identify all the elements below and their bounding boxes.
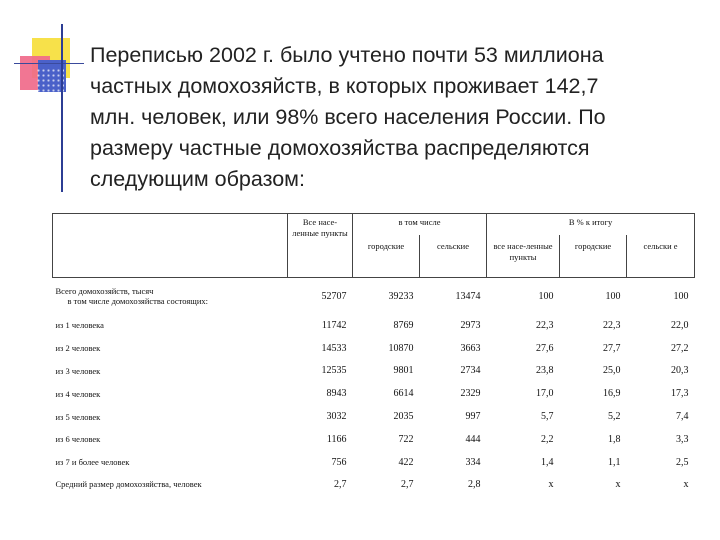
cell-value: 2329 bbox=[460, 388, 481, 400]
row-label bbox=[53, 278, 288, 315]
cell-value: 5,2 bbox=[608, 411, 621, 423]
row-label: из 2 человек bbox=[55, 343, 101, 354]
cell-value: 2,7 bbox=[401, 478, 414, 490]
table-row bbox=[53, 360, 695, 383]
cell-value: 3032 bbox=[326, 411, 347, 423]
cell-value: 25,0 bbox=[603, 365, 621, 377]
row-label: из 5 человек bbox=[55, 411, 101, 422]
cell-value: 52707 bbox=[321, 290, 347, 302]
cell-value: 2,8 bbox=[468, 478, 481, 490]
cell-value: 2973 bbox=[460, 319, 481, 331]
intro-paragraph bbox=[90, 40, 690, 195]
cell-value: 5,7 bbox=[541, 411, 554, 423]
cell-value: 22,3 bbox=[536, 319, 554, 331]
cell-value: 334 bbox=[465, 456, 481, 468]
decor-dots bbox=[36, 68, 64, 92]
paragraph-line: Переписью 2002 г. было учтено почти 53 миллиона bbox=[90, 43, 604, 67]
cell-value: 100 bbox=[673, 290, 689, 302]
header-rural: сельские bbox=[420, 235, 487, 278]
cell-value: 1166 bbox=[326, 433, 347, 445]
cell-value: 422 bbox=[398, 456, 414, 468]
cell-value: х bbox=[615, 478, 621, 490]
row-label-main: Всего домохозяйств, тысяч bbox=[55, 286, 154, 296]
cell-value: 9801 bbox=[393, 365, 414, 377]
table-row bbox=[53, 428, 695, 451]
cell-value: 8769 bbox=[393, 319, 414, 331]
cell-value: х bbox=[548, 478, 554, 490]
cell-value: 2035 bbox=[393, 411, 414, 423]
cell-value: 27,2 bbox=[671, 342, 689, 354]
cell-value: 100 bbox=[538, 290, 554, 302]
header-of-which: в том числе bbox=[353, 214, 487, 236]
cell-value: 27,6 bbox=[536, 342, 554, 354]
cell-value: 12535 bbox=[321, 365, 347, 377]
paragraph-line: частных домохозяйств, в которых проживает 142,7 bbox=[90, 74, 599, 98]
cell-value: 39233 bbox=[388, 290, 414, 302]
table-row bbox=[53, 451, 695, 474]
cell-value: 17,3 bbox=[671, 388, 689, 400]
cell-value: 7,4 bbox=[676, 411, 689, 423]
header-percent-total: В % к итогу bbox=[487, 214, 695, 236]
header-empty-cell bbox=[53, 235, 288, 278]
cell-value: 16,9 bbox=[603, 388, 621, 400]
cell-value: 3663 bbox=[460, 342, 481, 354]
row-label: из 7 и более человек bbox=[55, 457, 130, 468]
cell-value: 722 bbox=[398, 433, 414, 445]
cell-value: 6614 bbox=[393, 388, 414, 400]
cell-value: 23,8 bbox=[536, 365, 554, 377]
row-label: из 4 человек bbox=[55, 388, 101, 399]
cell-value: 2,5 bbox=[676, 456, 689, 468]
table-row bbox=[53, 314, 695, 337]
cell-value: 10870 bbox=[388, 342, 414, 354]
cell-value: 2,7 bbox=[334, 478, 347, 490]
paragraph-line: следующим образом: bbox=[90, 167, 305, 191]
cell-value: 14533 bbox=[321, 342, 347, 354]
header-pct-all: все насе-ленные пункты bbox=[487, 235, 560, 278]
paragraph-line: размеру частные домохозяйства распределяются bbox=[90, 136, 590, 160]
cell-value: 1,4 bbox=[541, 456, 554, 468]
table-row bbox=[53, 405, 695, 428]
cell-value: 2,2 bbox=[541, 433, 554, 445]
cell-value: 20,3 bbox=[671, 365, 689, 377]
household-size-table bbox=[52, 213, 695, 495]
cell-value: 22,0 bbox=[671, 319, 689, 331]
cell-value: 3,3 bbox=[676, 433, 689, 445]
cell-value: 13474 bbox=[455, 290, 481, 302]
row-label: из 6 человек bbox=[55, 434, 101, 445]
cell-value: 8943 bbox=[326, 388, 347, 400]
header-all-settlements: Все насе-ленные пункты bbox=[288, 214, 353, 278]
cell-value: 444 bbox=[465, 433, 481, 445]
row-label: из 1 человека bbox=[55, 320, 104, 331]
cell-value: 17,0 bbox=[536, 388, 554, 400]
cell-value: 1,1 bbox=[608, 456, 621, 468]
row-label: Средний размер домохозяйства, человек bbox=[55, 479, 202, 490]
cell-value: 2734 bbox=[460, 365, 481, 377]
table-row bbox=[53, 474, 695, 495]
row-label-sub: в том числе домохозяйства состоящих: bbox=[67, 296, 208, 306]
decor-horizontal-line bbox=[14, 63, 84, 64]
header-empty-cell bbox=[53, 214, 288, 236]
paragraph-line: млн. человек, или 98% всего населения России. По bbox=[90, 105, 606, 129]
table-row bbox=[53, 382, 695, 405]
header-urban: городские bbox=[353, 235, 420, 278]
header-pct-rural: сельски е bbox=[627, 235, 695, 278]
cell-value: 1,8 bbox=[608, 433, 621, 445]
cell-value: 100 bbox=[605, 290, 621, 302]
table-row bbox=[53, 337, 695, 360]
header-pct-urban: городские bbox=[560, 235, 627, 278]
cell-value: 22,3 bbox=[603, 319, 621, 331]
cell-value: 11742 bbox=[321, 319, 347, 331]
table-row bbox=[53, 278, 695, 315]
cell-value: х bbox=[683, 478, 689, 490]
cell-value: 756 bbox=[331, 456, 347, 468]
row-label: из 3 человек bbox=[55, 365, 101, 376]
decor-vertical-line bbox=[61, 24, 63, 192]
cell-value: 997 bbox=[465, 411, 481, 423]
cell-value: 27,7 bbox=[603, 342, 621, 354]
